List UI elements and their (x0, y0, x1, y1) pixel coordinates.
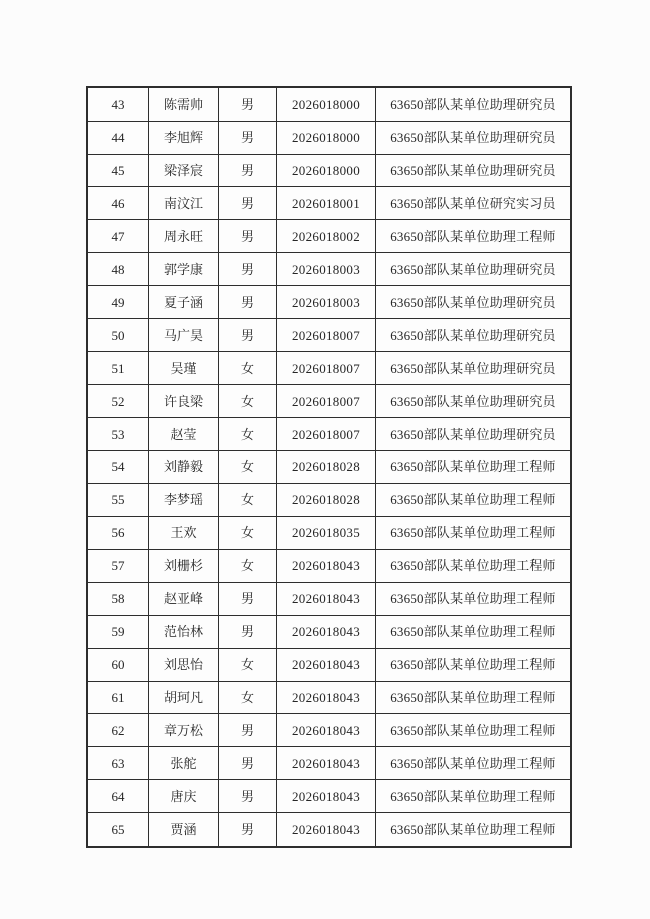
cell-gender: 男 (219, 253, 277, 286)
cell-name: 章万松 (149, 714, 219, 747)
cell-id: 2026018000 (277, 154, 376, 187)
cell-index: 45 (87, 154, 149, 187)
cell-gender: 男 (219, 813, 277, 847)
cell-name: 张舵 (149, 747, 219, 780)
table-row (87, 780, 571, 813)
cell-index: 48 (87, 253, 149, 286)
cell-index: 47 (87, 220, 149, 253)
cell-id: 2026018000 (277, 121, 376, 154)
cell-gender: 女 (219, 549, 277, 582)
cell-name: 马广昊 (149, 319, 219, 352)
cell-index: 61 (87, 681, 149, 714)
table-row (87, 319, 571, 352)
cell-position: 63650部队某单位助理工程师 (376, 516, 572, 549)
cell-id: 2026018007 (277, 385, 376, 418)
cell-index: 55 (87, 483, 149, 516)
cell-index: 65 (87, 813, 149, 847)
cell-gender: 女 (219, 418, 277, 451)
cell-position: 63650部队某单位助理工程师 (376, 582, 572, 615)
table-body (87, 87, 571, 847)
cell-name: 许良梁 (149, 385, 219, 418)
cell-gender: 男 (219, 780, 277, 813)
cell-id: 2026018028 (277, 450, 376, 483)
table-row (87, 714, 571, 747)
cell-id: 2026018002 (277, 220, 376, 253)
cell-id: 2026018007 (277, 319, 376, 352)
cell-position: 63650部队某单位助理工程师 (376, 747, 572, 780)
cell-gender: 男 (219, 87, 277, 121)
table-row (87, 418, 571, 451)
cell-position: 63650部队某单位助理研究员 (376, 121, 572, 154)
cell-name: 赵亚峰 (149, 582, 219, 615)
cell-position: 63650部队某单位助理工程师 (376, 483, 572, 516)
cell-id: 2026018003 (277, 286, 376, 319)
cell-id: 2026018043 (277, 714, 376, 747)
cell-gender: 女 (219, 450, 277, 483)
cell-gender: 男 (219, 582, 277, 615)
cell-id: 2026018007 (277, 352, 376, 385)
cell-name: 唐庆 (149, 780, 219, 813)
cell-name: 王欢 (149, 516, 219, 549)
cell-gender: 女 (219, 648, 277, 681)
cell-index: 46 (87, 187, 149, 220)
cell-position: 63650部队某单位助理研究员 (376, 154, 572, 187)
table-row (87, 582, 571, 615)
cell-id: 2026018035 (277, 516, 376, 549)
cell-index: 63 (87, 747, 149, 780)
cell-index: 52 (87, 385, 149, 418)
cell-index: 44 (87, 121, 149, 154)
cell-position: 63650部队某单位研究实习员 (376, 187, 572, 220)
cell-index: 50 (87, 319, 149, 352)
cell-position: 63650部队某单位助理研究员 (376, 385, 572, 418)
cell-gender: 女 (219, 385, 277, 418)
cell-name: 赵莹 (149, 418, 219, 451)
cell-gender: 男 (219, 615, 277, 648)
cell-position: 63650部队某单位助理研究员 (376, 286, 572, 319)
cell-gender: 男 (219, 319, 277, 352)
cell-name: 陈需帅 (149, 87, 219, 121)
cell-id: 2026018043 (277, 780, 376, 813)
cell-id: 2026018043 (277, 681, 376, 714)
cell-id: 2026018043 (277, 549, 376, 582)
table-row (87, 747, 571, 780)
cell-id: 2026018000 (277, 87, 376, 121)
cell-name: 梁泽宸 (149, 154, 219, 187)
table-row (87, 615, 571, 648)
cell-gender: 男 (219, 121, 277, 154)
cell-gender: 女 (219, 483, 277, 516)
cell-name: 夏子涵 (149, 286, 219, 319)
table-row (87, 681, 571, 714)
cell-index: 62 (87, 714, 149, 747)
cell-gender: 女 (219, 352, 277, 385)
cell-name: 吴瑾 (149, 352, 219, 385)
table-row (87, 220, 571, 253)
cell-index: 56 (87, 516, 149, 549)
cell-position: 63650部队某单位助理研究员 (376, 253, 572, 286)
table-row (87, 187, 571, 220)
cell-position: 63650部队某单位助理工程师 (376, 813, 572, 847)
cell-gender: 男 (219, 286, 277, 319)
cell-index: 53 (87, 418, 149, 451)
table-row (87, 286, 571, 319)
cell-gender: 男 (219, 220, 277, 253)
cell-name: 南汶江 (149, 187, 219, 220)
cell-name: 刘静毅 (149, 450, 219, 483)
cell-name: 胡珂凡 (149, 681, 219, 714)
table-row (87, 483, 571, 516)
cell-position: 63650部队某单位助理研究员 (376, 418, 572, 451)
cell-gender: 男 (219, 714, 277, 747)
cell-gender: 男 (219, 154, 277, 187)
table-row (87, 549, 571, 582)
cell-id: 2026018003 (277, 253, 376, 286)
cell-name: 贾涵 (149, 813, 219, 847)
table-row (87, 121, 571, 154)
cell-name: 郭学康 (149, 253, 219, 286)
cell-position: 63650部队某单位助理工程师 (376, 549, 572, 582)
cell-name: 刘思怡 (149, 648, 219, 681)
table-row (87, 648, 571, 681)
table-row (87, 813, 571, 847)
cell-position: 63650部队某单位助理工程师 (376, 648, 572, 681)
cell-position: 63650部队某单位助理工程师 (376, 780, 572, 813)
cell-id: 2026018028 (277, 483, 376, 516)
cell-position: 63650部队某单位助理研究员 (376, 319, 572, 352)
cell-index: 57 (87, 549, 149, 582)
cell-gender: 女 (219, 681, 277, 714)
table-row (87, 385, 571, 418)
cell-index: 58 (87, 582, 149, 615)
cell-name: 刘栅杉 (149, 549, 219, 582)
cell-index: 51 (87, 352, 149, 385)
cell-position: 63650部队某单位助理工程师 (376, 450, 572, 483)
cell-id: 2026018007 (277, 418, 376, 451)
table-row (87, 154, 571, 187)
cell-id: 2026018043 (277, 747, 376, 780)
cell-id: 2026018043 (277, 615, 376, 648)
cell-position: 63650部队某单位助理工程师 (376, 714, 572, 747)
personnel-roster-table (86, 86, 572, 848)
cell-index: 43 (87, 87, 149, 121)
table-row (87, 516, 571, 549)
cell-id: 2026018043 (277, 582, 376, 615)
cell-position: 63650部队某单位助理工程师 (376, 220, 572, 253)
cell-position: 63650部队某单位助理工程师 (376, 615, 572, 648)
cell-index: 59 (87, 615, 149, 648)
cell-position: 63650部队某单位助理研究员 (376, 87, 572, 121)
cell-id: 2026018001 (277, 187, 376, 220)
cell-index: 60 (87, 648, 149, 681)
cell-index: 49 (87, 286, 149, 319)
table-row (87, 87, 571, 121)
cell-position: 63650部队某单位助理研究员 (376, 352, 572, 385)
cell-gender: 男 (219, 187, 277, 220)
cell-index: 64 (87, 780, 149, 813)
table-row (87, 253, 571, 286)
cell-id: 2026018043 (277, 813, 376, 847)
cell-gender: 女 (219, 516, 277, 549)
cell-name: 李梦瑶 (149, 483, 219, 516)
cell-gender: 男 (219, 747, 277, 780)
table-row (87, 450, 571, 483)
cell-name: 周永旺 (149, 220, 219, 253)
cell-index: 54 (87, 450, 149, 483)
table-row (87, 352, 571, 385)
cell-id: 2026018043 (277, 648, 376, 681)
cell-name: 李旭辉 (149, 121, 219, 154)
cell-name: 范怡林 (149, 615, 219, 648)
cell-position: 63650部队某单位助理工程师 (376, 681, 572, 714)
